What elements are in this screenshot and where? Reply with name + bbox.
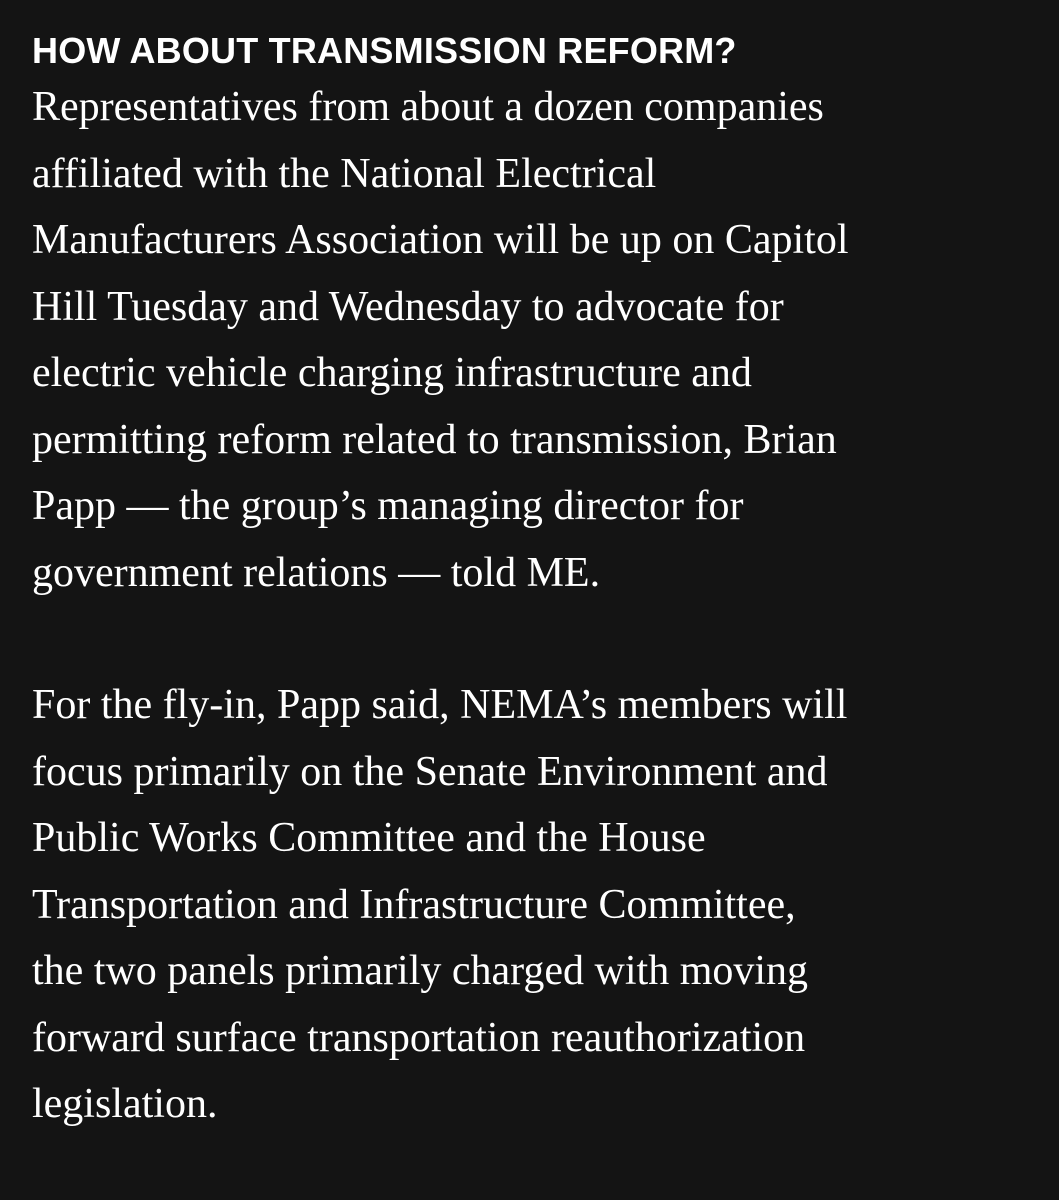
text-line: Representatives from about a dozen companies <box>32 84 824 130</box>
text-line: Papp — the group’s managing director for <box>32 483 744 529</box>
article <box>32 28 1042 1138</box>
text-line: permitting reform related to transmission, Brian <box>32 416 837 463</box>
text-line: Hill Tuesday and Wednesday to advocate for <box>32 283 784 330</box>
text-line: For the fly-in, Papp said, NEMA’s members will <box>32 682 848 728</box>
text-line: Public Works Committee and the House <box>32 815 706 861</box>
text-line: legislation. <box>32 1081 218 1127</box>
text-line: government relations — told ME. <box>32 549 601 596</box>
paragraph-2 <box>32 672 1042 1138</box>
text-line: forward surface transportation reauthorization <box>32 1014 806 1061</box>
paragraph-1 <box>32 74 1042 606</box>
text-line: the two panels primarily charged with moving <box>32 948 809 994</box>
text-line: electric vehicle charging infrastructure and <box>32 350 752 396</box>
text-line: affiliated with the National Electrical <box>32 150 657 197</box>
section-heading: HOW ABOUT TRANSMISSION REFORM? <box>32 30 737 71</box>
text-line: Manufacturers Association will be up on Capitol <box>32 217 849 263</box>
text-line: focus primarily on the Senate Environment and <box>32 748 828 795</box>
text-line: Transportation and Infrastructure Committee, <box>32 881 796 928</box>
